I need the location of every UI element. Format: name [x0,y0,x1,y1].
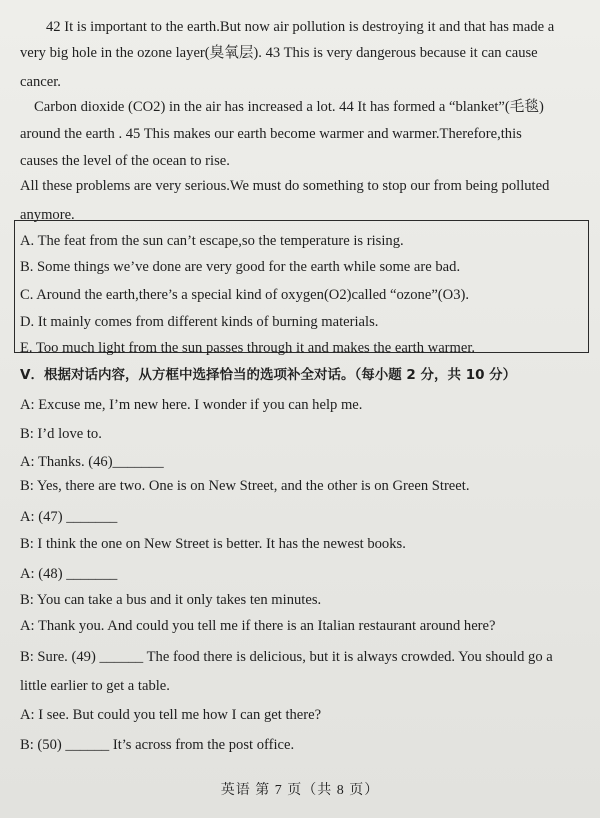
dialogue-line: A: (47) _______ [20,509,118,525]
option-d: D. It mainly comes from different kinds of burning materials. [20,314,379,330]
dialogue-line: B: You can take a bus and it only takes ten minutes. [20,592,322,608]
dialogue-line: little earlier to get a table. [20,678,170,694]
option-c: C. Around the earth,there’s a special kind of oxygen(O2)called “ozone”(O3). [20,287,469,303]
passage-line: very big hole in the ozone layer(臭氧层). 43 This is very dangerous because it can cause [20,45,538,61]
passage-line: All these problems are very serious.We must do something to stop our from being polluted [20,178,550,194]
dialogue-line: A: Excuse me, I’m new here. I wonder if you can help me. [20,397,363,413]
dialogue-line: A: (48) _______ [20,566,118,582]
option-a: A. The feat from the sun can’t escape,so the temperature is rising. [20,233,404,249]
passage-line: 42 It is important to the earth.But now air pollution is destroying it and that has made a [46,19,555,35]
passage-line: around the earth . 45 This makes our earth become warmer and warmer.Therefore,this [20,126,522,142]
option-e: E. Too much light from the sun passes through it and makes the earth warmer. [20,340,476,356]
dialogue-line: A: Thanks. (46)_______ [20,454,164,470]
passage-line: causes the level of the ocean to rise. [20,153,230,169]
option-b: B. Some things we’ve done are very good for the earth while some are bad. [20,259,461,275]
section-title: V．根据对话内容，从方框中选择恰当的选项补全对话。（每小题 2 分，共 10 分） [20,367,517,383]
page-footer: 英语 第 7 页（共 8 页） [220,783,380,798]
passage-line: Carbon dioxide (CO2) in the air has increased a lot. 44 It has formed a “blanket”(毛毯) [34,99,544,115]
dialogue-line: B: Sure. (49) ______ The food there is delicious, but it is always crowded. You should go a [20,649,553,665]
dialogue-line: B: Yes, there are two. One is on New Street, and the other is on Green Street. [20,478,470,494]
dialogue-line: B: (50) ______ It’s across from the post office. [20,737,295,753]
dialogue-line: A: Thank you. And could you tell me if there is an Italian restaurant around here? [20,618,496,634]
dialogue-line: A: I see. But could you tell me how I can get there? [20,707,322,723]
passage-line: anymore. [20,207,75,223]
dialogue-line: B: I’d love to. [20,426,102,442]
dialogue-line: B: I think the one on New Street is better. It has the newest books. [20,536,406,552]
passage-line: cancer. [20,74,61,90]
